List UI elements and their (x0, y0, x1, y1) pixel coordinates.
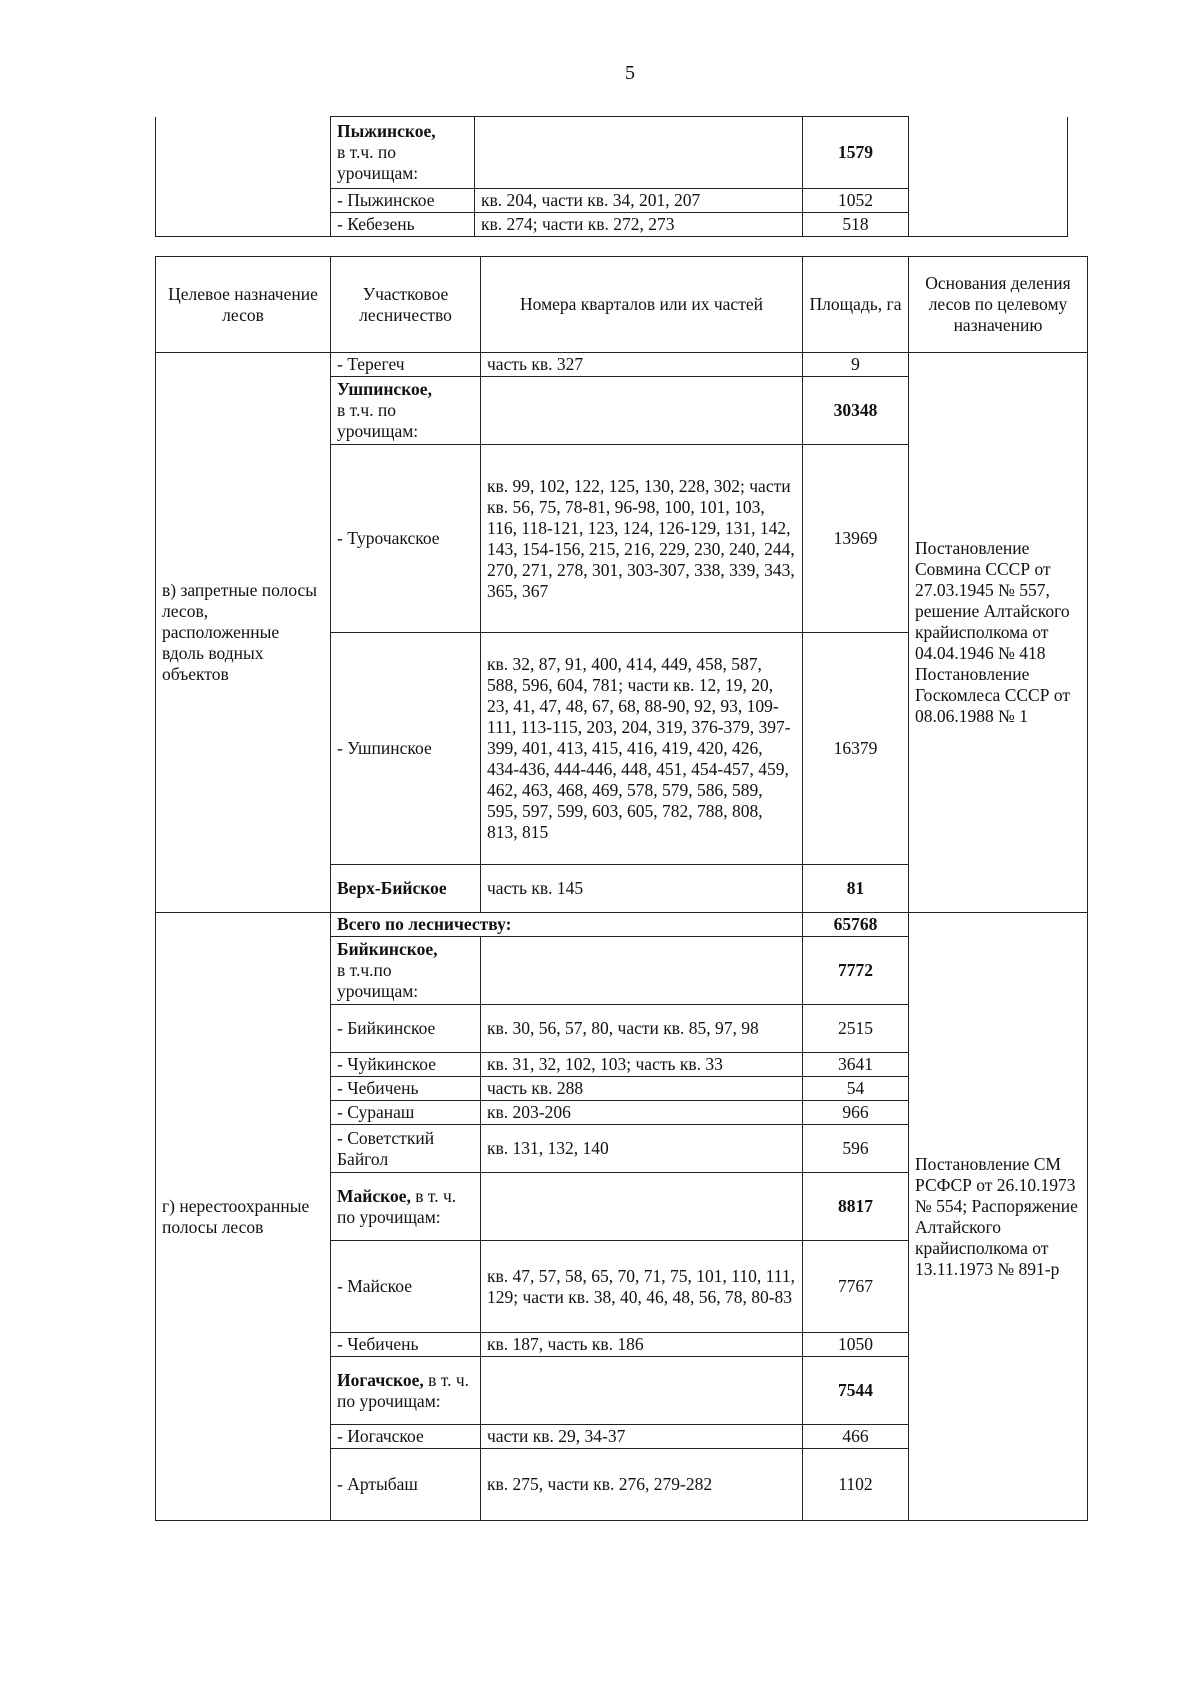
total-area: 65768 (803, 913, 909, 937)
area-cell: 81 (803, 865, 909, 913)
area-cell: 13969 (803, 445, 909, 633)
forestry-cell: Верх-Бийское (331, 865, 481, 913)
quarters-cell (481, 1357, 803, 1425)
quarters-cell (475, 117, 803, 189)
top-table (155, 116, 1068, 237)
area-cell: 7544 (803, 1357, 909, 1425)
forestry-cell: - Бийкинское (331, 1005, 481, 1053)
area-cell: 7767 (803, 1241, 909, 1333)
forestry-cell: - Советсткий Байгол (331, 1125, 481, 1173)
area-cell: 966 (803, 1101, 909, 1125)
forestry-cell: - Пыжинское (331, 189, 475, 213)
header-area: Площадь, га (803, 257, 909, 353)
quarters-cell: кв. 131, 132, 140 (481, 1125, 803, 1173)
area-cell: 596 (803, 1125, 909, 1173)
area-cell: 8817 (803, 1173, 909, 1241)
page-number: 5 (625, 62, 635, 84)
forestry-cell: - Суранаш (331, 1101, 481, 1125)
quarters-cell: кв. 32, 87, 91, 400, 414, 449, 458, 587, 588, 596, 604, 781; части кв. 12, 19, 20, 23, 41, 47, 48, 67, 68, 88-90, 92, 93, 109-111, 113-115, 203, 204, 319, 376-379, 397-399, 401, 413, 415, 416, 419, 420, 426, 434-436, 444-446, 448, 451, 454-457, 459, 462, 463, 468, 469, 578, 579, 586, 589, 595, 597, 599, 603, 605, 782, 788, 808, 813, 815 (481, 633, 803, 865)
header-quarters: Номера кварталов или их частей (481, 257, 803, 353)
quarters-cell: кв. 30, 56, 57, 80, части кв. 85, 97, 98 (481, 1005, 803, 1053)
table-row (156, 353, 1088, 377)
area-cell: 2515 (803, 1005, 909, 1053)
area-cell: 1052 (803, 189, 909, 213)
forestry-cell: Ушпинское, в т.ч. по урочищам: (331, 377, 481, 445)
area-cell: 1050 (803, 1333, 909, 1357)
quarters-cell: кв. 99, 102, 122, 125, 130, 228, 302; части кв. 56, 75, 78-81, 96-98, 100, 101, 103, 116, 118-121, 123, 124, 126-129, 131, 142, 143, 154-156, 215, 216, 229, 230, 240, 244, 270, 271, 278, 301, 303-307, 338, 339, 343, 365, 367 (481, 445, 803, 633)
forestry-cell: - Майское (331, 1241, 481, 1333)
purpose-cell-g: г) нерестоохранные полосы лесов (156, 913, 331, 1521)
area-cell: 7772 (803, 937, 909, 1005)
quarters-cell: кв. 31, 32, 102, 103; часть кв. 33 (481, 1053, 803, 1077)
main-table (155, 256, 1088, 1521)
forestry-cell: - Чебичень (331, 1333, 481, 1357)
forestry-cell: - Артыбаш (331, 1449, 481, 1521)
header-row (156, 257, 1088, 353)
area-cell: 3641 (803, 1053, 909, 1077)
forestry-cell: Пыжинское, в т.ч. по урочищам: (331, 117, 475, 189)
forestry-cell: Майское, в т. ч. по урочищам: (331, 1173, 481, 1241)
quarters-cell (481, 1173, 803, 1241)
quarters-cell: часть кв. 288 (481, 1077, 803, 1101)
forestry-cell: - Иогачское (331, 1425, 481, 1449)
top-left-empty-cell (156, 117, 331, 237)
header-purpose: Целевое назначение лесов (156, 257, 331, 353)
quarters-cell: кв. 204, части кв. 34, 201, 207 (475, 189, 803, 213)
forestry-cell: - Чуйкинское (331, 1053, 481, 1077)
basis-cell-v: Постановление Совмина СССР от 27.03.1945 № 557, решение Алтайского крайисполкома от 04.04.1946 № 418 Постановление Госкомлеса СССР от 08.06.1988 № 1 (909, 353, 1088, 913)
forestry-cell: - Ушпинское (331, 633, 481, 865)
total-label: Всего по лесничеству: (331, 913, 803, 937)
forestry-cell: Бийкинское, в т.ч.по урочищам: (331, 937, 481, 1005)
quarters-cell: кв. 187, часть кв. 186 (481, 1333, 803, 1357)
quarters-cell: кв. 47, 57, 58, 65, 70, 71, 75, 101, 110, 111, 129; части кв. 38, 40, 46, 48, 56, 78, 80-83 (481, 1241, 803, 1333)
basis-cell-g: Постановление СМ РСФСР от 26.10.1973 № 554; Распоряжение Алтайского крайисполкома от 13.11.1973 № 891-р (909, 913, 1088, 1521)
quarters-cell: часть кв. 327 (481, 353, 803, 377)
forestry-cell: Иогачское, в т. ч. по урочищам: (331, 1357, 481, 1425)
header-basis: Основания деления лесов по целевому назначению (909, 257, 1088, 353)
area-cell: 54 (803, 1077, 909, 1101)
forestry-cell: - Терегеч (331, 353, 481, 377)
area-cell: 518 (803, 213, 909, 237)
quarters-cell (481, 937, 803, 1005)
purpose-cell-v: в) запретные полосы лесов, расположенные вдоль водных объектов (156, 353, 331, 913)
quarters-cell: кв. 203-206 (481, 1101, 803, 1125)
area-cell: 1102 (803, 1449, 909, 1521)
top-right-empty-cell (909, 117, 1068, 237)
area-cell: 466 (803, 1425, 909, 1449)
quarters-cell: части кв. 29, 34-37 (481, 1425, 803, 1449)
total-row (156, 913, 1088, 937)
header-forestry: Участковое лесничество (331, 257, 481, 353)
quarters-cell: кв. 274; части кв. 272, 273 (475, 213, 803, 237)
quarters-cell: часть кв. 145 (481, 865, 803, 913)
quarters-cell (481, 377, 803, 445)
area-cell: 1579 (803, 117, 909, 189)
forestry-cell: - Кебезень (331, 213, 475, 237)
area-cell: 9 (803, 353, 909, 377)
quarters-cell: кв. 275, части кв. 276, 279-282 (481, 1449, 803, 1521)
area-cell: 16379 (803, 633, 909, 865)
forestry-cell: - Чебичень (331, 1077, 481, 1101)
forestry-cell: - Турочакское (331, 445, 481, 633)
area-cell: 30348 (803, 377, 909, 445)
